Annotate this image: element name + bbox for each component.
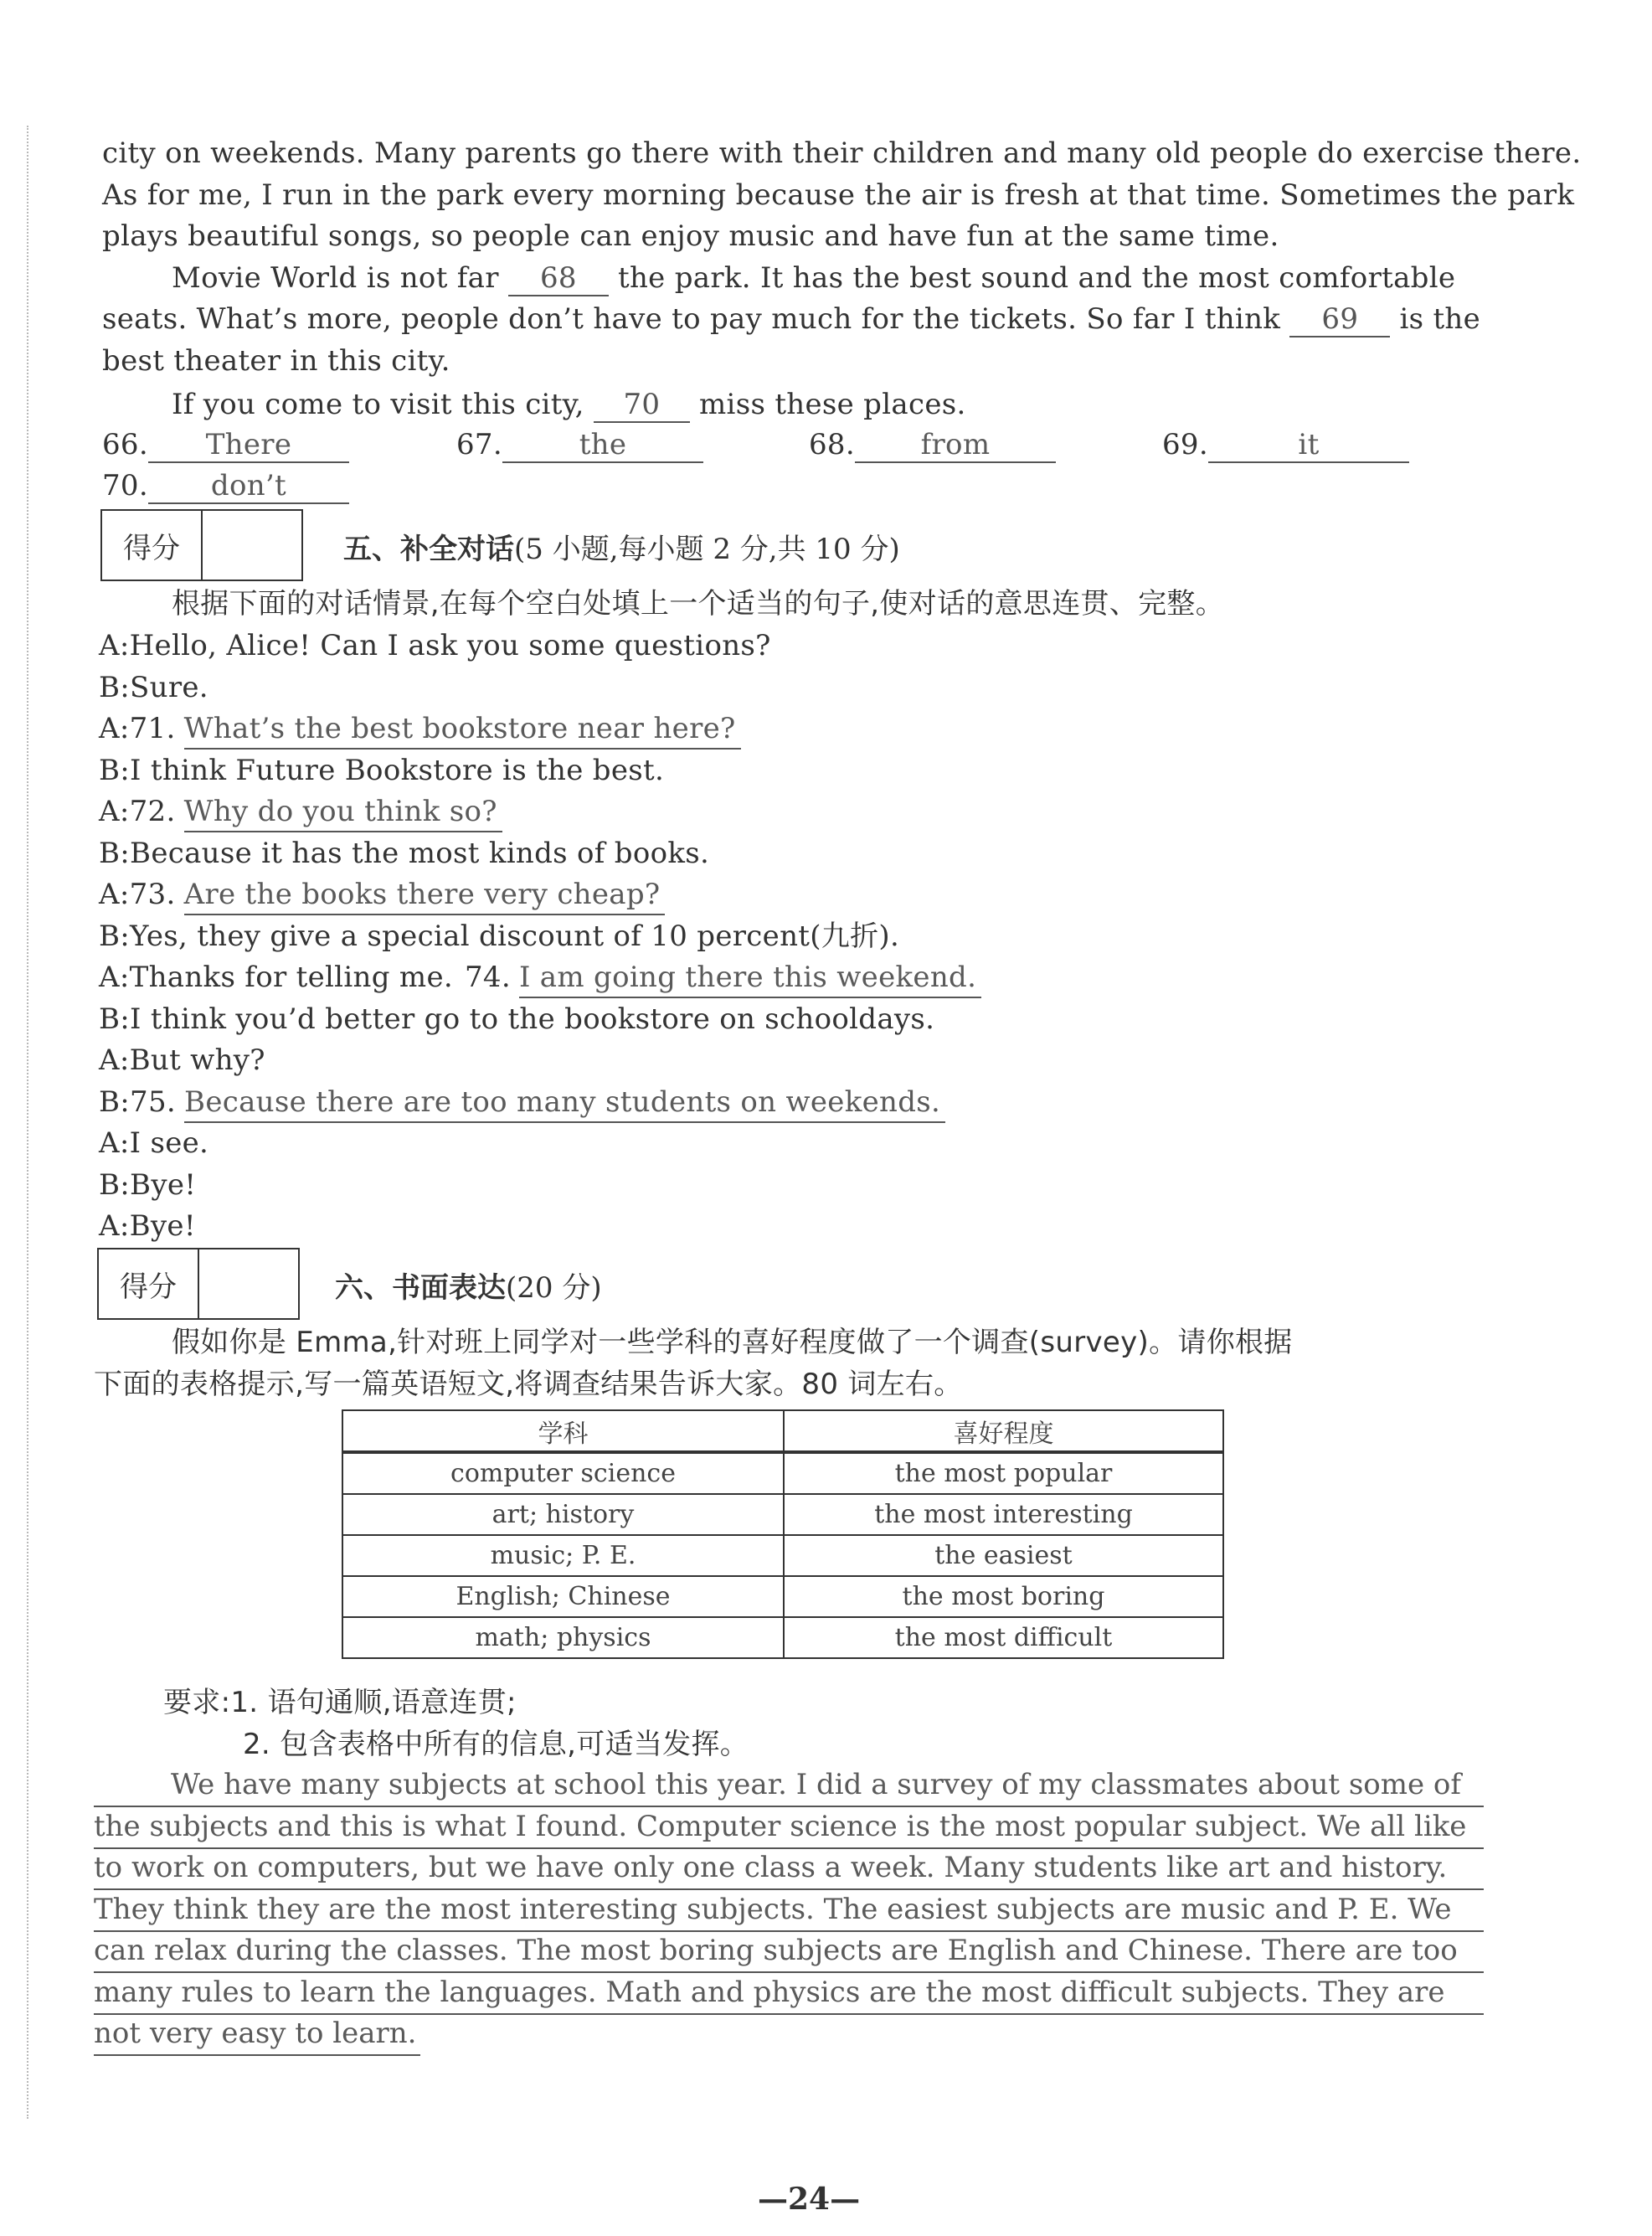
section-6-points: (20 分)	[506, 1271, 602, 1305]
dialogue-text: I see.	[129, 1126, 209, 1160]
speaker-label: B:	[99, 837, 131, 870]
section-5-heading: 五、补全对话	[343, 533, 514, 566]
dialogue-line	[99, 875, 665, 915]
dialogue-line	[99, 834, 709, 873]
speaker-label: A:	[99, 878, 130, 911]
passage-line-6: best theater in this city.	[102, 344, 450, 378]
dialogue-line	[99, 1124, 208, 1162]
essay-line: not very easy to learn.	[94, 2014, 420, 2056]
essay-line: They think they are the most interesting subjects. The easiest subjects are music and P. E. We	[94, 1890, 1484, 1932]
blank-68: 68	[508, 261, 609, 296]
speaker-label: A:	[99, 1126, 130, 1160]
blank-69: 69	[1289, 302, 1390, 337]
survey-table	[342, 1409, 1224, 1659]
dialogue-text: Yes, they give a special discount of 10 percent(九折).	[130, 920, 900, 953]
essay-line: many rules to learn the languages. Math and physics are the most difficult subjects. They are	[94, 1973, 1484, 2015]
table-row	[342, 1494, 1223, 1535]
dialogue-line	[99, 958, 981, 998]
answer-number: 68.	[809, 428, 855, 461]
dialogue-text: Sure.	[130, 671, 208, 704]
dialogue-text: Bye!	[129, 1209, 196, 1243]
passage-line-2: As for me, I run in the park every morning because the air is fresh at that time. Sometimes the park	[102, 178, 1575, 212]
answer-66	[102, 425, 349, 464]
essay-line: the subjects and this is what I found. Computer science is the most popular subject. We all like	[94, 1807, 1484, 1849]
section-6-prompt-2: 下面的表格提示,写一篇英语短文,将调查结果告诉大家。80 词左右。	[94, 1368, 963, 1401]
dialogue-text: But why?	[129, 1043, 265, 1077]
section-5-instruction: 根据下面的对话情景,在每个空白处填上一个适当的句子,使对话的意思连贯、完整。	[172, 587, 1225, 621]
table-row	[342, 1535, 1223, 1576]
passage-text: Movie World is not far	[172, 261, 499, 295]
dialogue-line	[99, 792, 502, 832]
answer-68-value: from	[855, 428, 1056, 463]
answer-69-value: it	[1208, 428, 1409, 463]
score-label: 得分	[102, 511, 203, 580]
binding-margin-line	[27, 126, 28, 2119]
table-cell: English; Chinese	[342, 1576, 784, 1617]
dialogue-answer: Because there are too many students on weekends.	[184, 1083, 945, 1123]
table-header: 学科	[342, 1410, 784, 1452]
dialogue-text: Hello, Alice! Can I ask you some questions?	[129, 629, 771, 662]
section-5-points: (5 小题,每小题 2 分,共 10 分)	[514, 533, 900, 566]
answer-70	[102, 466, 349, 505]
table-row	[342, 1617, 1223, 1658]
table-cell: the most popular	[784, 1452, 1223, 1494]
dialogue-text: Bye!	[130, 1168, 197, 1202]
passage-line-4	[172, 259, 1455, 297]
essay-line: We have many subjects at school this year. I did a survey of my classmates about some of	[94, 1765, 1484, 1807]
section-6-heading: 六、书面表达	[335, 1271, 506, 1305]
speaker-label: B:	[99, 671, 131, 704]
answer-number: 69.	[1162, 428, 1208, 461]
passage-line-1: city on weekends. Many parents go there with their children and many old people do exercise there.	[102, 137, 1582, 170]
dialogue-blank-number: 73.	[129, 878, 176, 911]
dialogue-answer: Why do you think so?	[184, 792, 502, 832]
speaker-label: A:	[99, 1043, 130, 1077]
passage-line-7	[172, 385, 966, 424]
dialogue-blank-number: 72.	[129, 795, 176, 828]
page-number: —24—	[758, 2182, 861, 2217]
dialogue-answer: Are the books there very cheap?	[184, 875, 666, 915]
answer-number: 66.	[102, 428, 148, 461]
answer-70-value: don’t	[148, 469, 349, 504]
speaker-label: A:	[99, 795, 130, 828]
passage-text: miss these places.	[699, 388, 966, 421]
score-box-section-6	[97, 1248, 300, 1320]
dialogue-answer: I am going there this weekend.	[519, 958, 981, 998]
dialogue-blank-number: 75.	[130, 1085, 177, 1119]
answer-68	[809, 425, 1056, 464]
answer-67	[456, 425, 703, 464]
passage-text: seats. What’s more, people don’t have to pay much for the tickets. So far I think	[102, 302, 1281, 336]
dialogue-line	[99, 751, 664, 790]
passage-line-5	[102, 300, 1480, 338]
table-row	[342, 1452, 1223, 1494]
speaker-label: A:	[99, 1209, 130, 1243]
speaker-label: B:	[99, 920, 131, 953]
dialogue-line	[99, 626, 771, 665]
essay-line: to work on computers, but we have only one class a week. Many students like art and history.	[94, 1848, 1484, 1890]
score-cell[interactable]	[199, 1249, 298, 1318]
score-box-section-5	[100, 509, 303, 581]
passage-text: the park. It has the best sound and the most comfortable	[618, 261, 1456, 295]
table-cell: the most interesting	[784, 1494, 1223, 1535]
speaker-label: B:	[99, 1085, 131, 1119]
dialogue-text: I think you’d better go to the bookstore on schooldays.	[130, 1002, 935, 1036]
dialogue-line	[99, 917, 899, 956]
dialogue-blank-number: 71.	[129, 712, 176, 745]
section-6-title	[335, 1265, 602, 1306]
dialogue-blank-number: 74.	[464, 961, 511, 994]
dialogue-text: Because it has the most kinds of books.	[130, 837, 710, 870]
score-cell[interactable]	[203, 511, 301, 580]
answer-number: 70.	[102, 469, 148, 502]
section-6-prompt-1: 假如你是 Emma,针对班上同学对一些学科的喜好程度做了一个调查(survey)。请你根据	[172, 1326, 1293, 1359]
table-cell: the easiest	[784, 1535, 1223, 1576]
table-cell: computer science	[342, 1452, 784, 1494]
dialogue-text: I think Future Bookstore is the best.	[130, 754, 665, 787]
table-header-row	[342, 1410, 1223, 1452]
table-cell: music; P. E.	[342, 1535, 784, 1576]
speaker-label: B:	[99, 1002, 131, 1036]
passage-text: If you come to visit this city,	[172, 388, 584, 421]
dialogue-line	[99, 1083, 945, 1123]
answer-66-value: There	[148, 428, 349, 463]
answer-number: 67.	[456, 428, 502, 461]
passage-text: is the	[1399, 302, 1481, 336]
table-cell: math; physics	[342, 1617, 784, 1658]
blank-70: 70	[594, 388, 690, 423]
answer-67-value: the	[502, 428, 703, 463]
dialogue-line	[99, 1207, 196, 1245]
requirement-1: 要求:1. 语句通顺,语意连贯;	[163, 1686, 517, 1719]
section-5-title	[343, 526, 900, 567]
score-label: 得分	[99, 1249, 199, 1318]
dialogue-line	[99, 709, 741, 750]
speaker-label: A:	[99, 712, 130, 745]
table-header: 喜好程度	[784, 1410, 1223, 1452]
requirement-2: 2. 包含表格中所有的信息,可适当发挥。	[243, 1728, 749, 1761]
answer-69	[1162, 425, 1409, 464]
dialogue-line	[99, 1041, 265, 1079]
dialogue-line	[99, 1000, 934, 1038]
dialogue-line	[99, 1166, 196, 1204]
speaker-label: A:	[99, 629, 130, 662]
dialogue-line	[99, 668, 208, 707]
passage-line-3: plays beautiful songs, so people can enjoy music and have fun at the same time.	[102, 219, 1279, 253]
essay-line: can relax during the classes. The most boring subjects are English and Chinese. There are too	[94, 1931, 1484, 1973]
table-cell: the most difficult	[784, 1617, 1223, 1658]
speaker-label: B:	[99, 754, 131, 787]
table-cell: art; history	[342, 1494, 784, 1535]
dialogue-text: Thanks for telling me.	[129, 961, 453, 994]
table-cell: the most boring	[784, 1576, 1223, 1617]
speaker-label: B:	[99, 1168, 131, 1202]
speaker-label: A:	[99, 961, 130, 994]
dialogue-answer: What’s the best bookstore near here?	[184, 709, 741, 750]
table-row	[342, 1576, 1223, 1617]
